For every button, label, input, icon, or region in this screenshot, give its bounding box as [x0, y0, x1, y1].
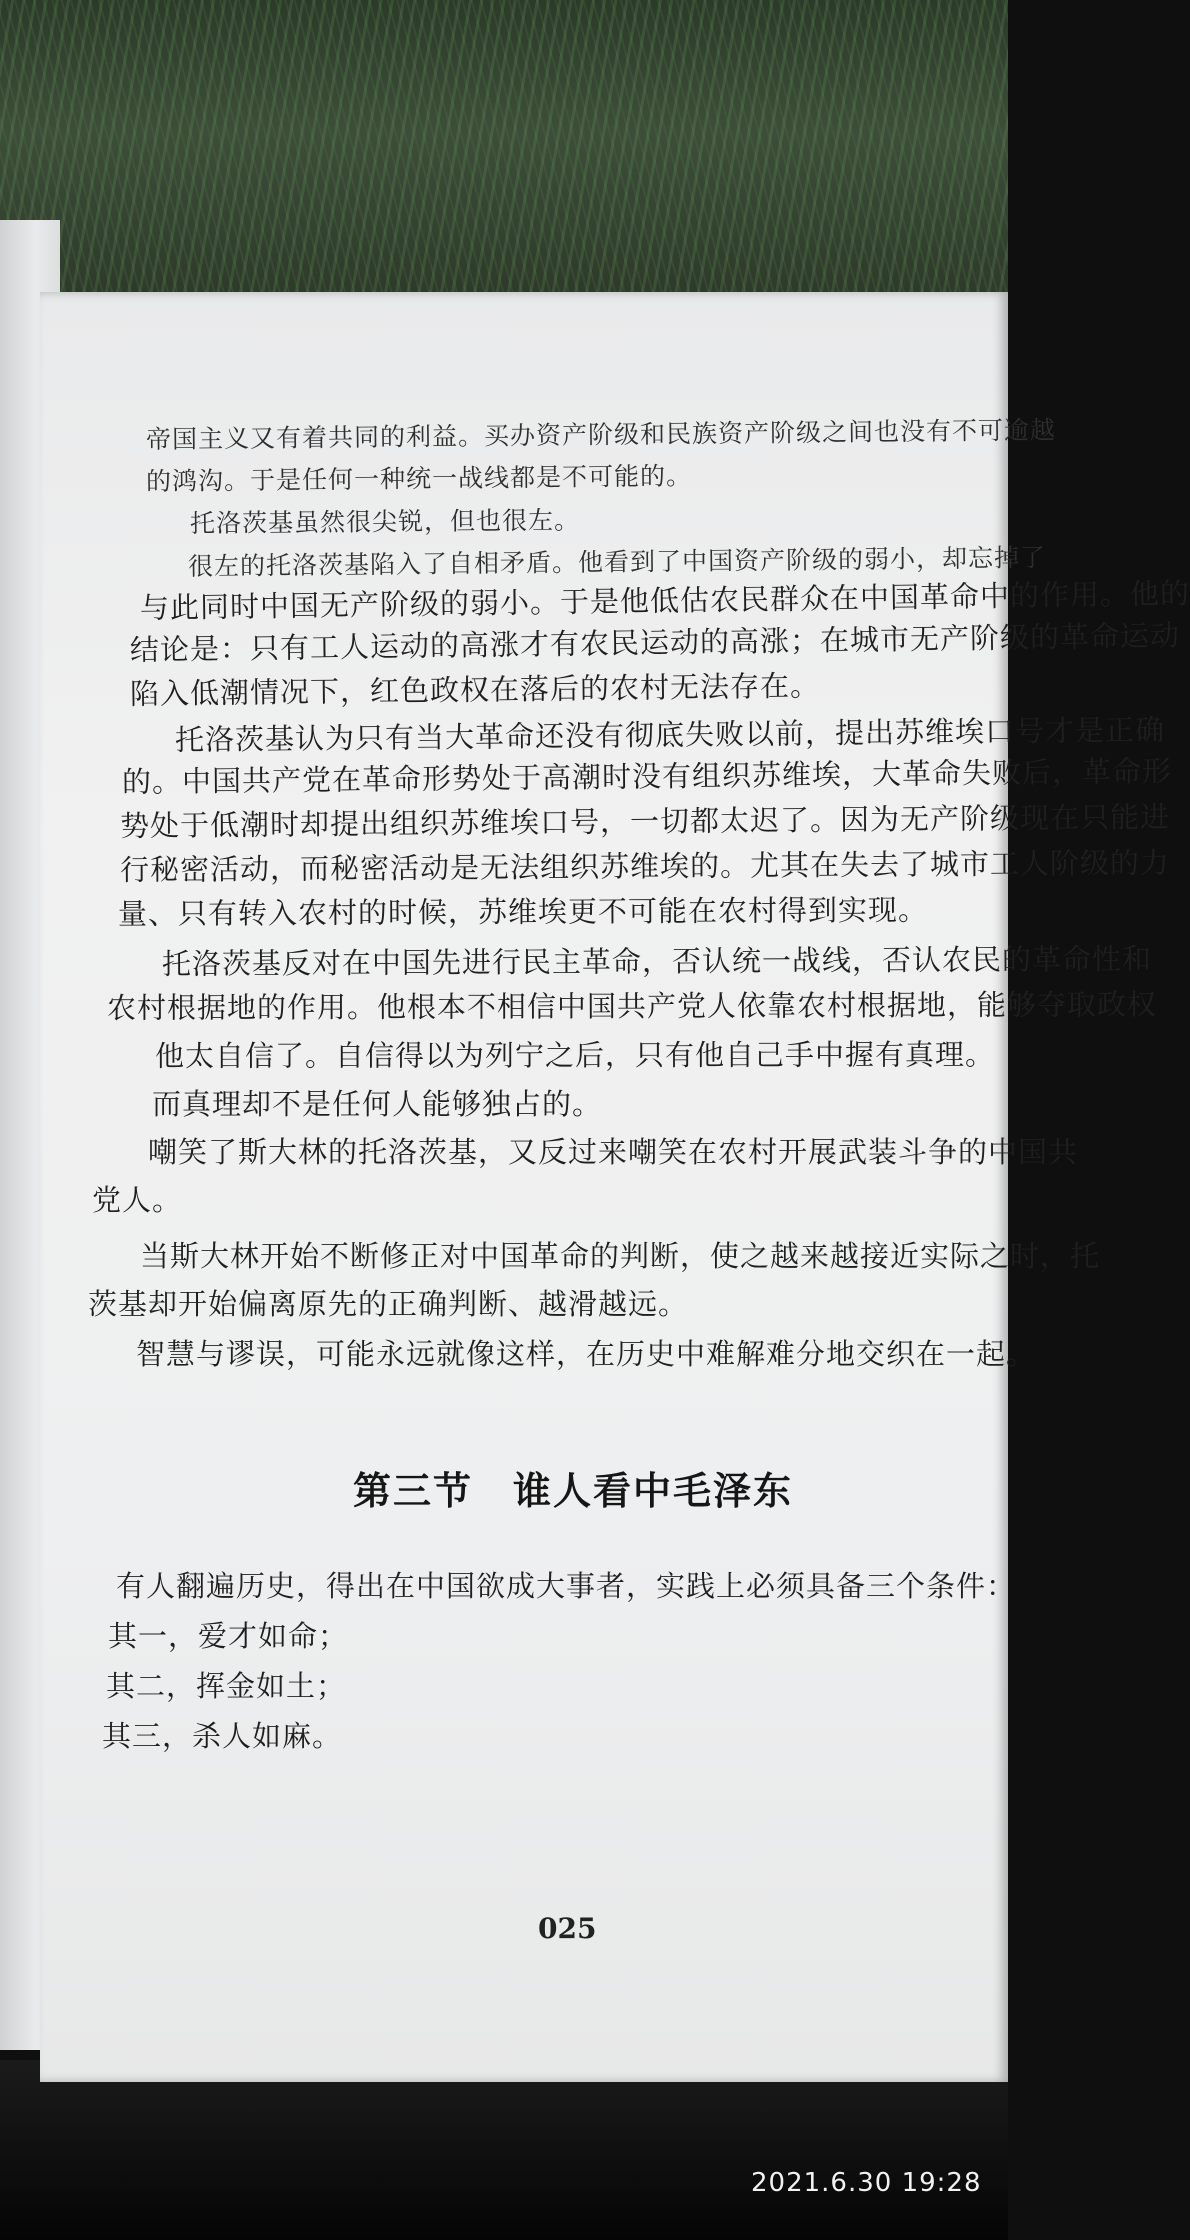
text-line: 智慧与谬误，可能永远就像这样，在历史中难解难分地交织在一起。 — [136, 1337, 1037, 1371]
text-line: 而真理却不是任何人能够独占的。 — [152, 1087, 603, 1121]
text-line: 行秘密活动，而秘密活动是无法组织苏维埃的。尤其在失去了城市工人阶级的力 — [119, 845, 1171, 887]
text-line: 其二，挥金如土； — [106, 1669, 347, 1703]
text-line: 与此同时中国无产阶级的弱小。于是他低估农民群众在中国革命中的作用。他的 — [139, 576, 1190, 625]
text-line: 党人。 — [92, 1183, 183, 1217]
text-line: 嘲笑了斯大林的托洛茨基，又反过来嘲笑在农村开展武装斗争的中国共 — [148, 1135, 1079, 1169]
text-line: 农村根据地的作用。他根本不相信中国共产党人依靠农村根据地，能够夺取政权 — [106, 987, 1158, 1025]
text-line: 势处于低潮时却提出组织苏维埃口号，一切都太迟了。因为无产阶级现在只能进 — [119, 799, 1171, 843]
text-line: 有人翻遍历史，得出在中国欲成大事者，实践上必须具备三个条件： — [116, 1569, 1017, 1603]
text-line: 很左的托洛茨基陷入了自相矛盾。他看到了中国资产阶级的弱小，却忘掉了 — [187, 543, 1047, 581]
photo-timestamp: 2021.6.30 19:28 — [751, 2168, 982, 2198]
text-line: 陷入低潮情况下，红色政权在落后的农村无法存在。 — [129, 668, 821, 711]
text-line: 量、只有转入农村的时候，苏维埃更不可能在农村得到实现。 — [117, 892, 929, 931]
text-line: 帝国主义又有着共同的利益。买办资产阶级和民族资产阶级之间也没有不可逾越 — [145, 415, 1057, 454]
book-page — [40, 292, 1190, 2082]
section-heading: 第三节 谁人看中毛泽东 — [353, 1469, 794, 1513]
text-line: 其三，杀人如麻。 — [102, 1719, 343, 1753]
text-line: 的鸿沟。于是任何一种统一战线都是不可能的。 — [145, 461, 693, 496]
text-line: 的。中国共产党在革命形势处于高潮时没有组织苏维埃，大革命失败后，革命形 — [121, 754, 1173, 799]
grass-background — [0, 0, 1008, 330]
dark-surface — [0, 2060, 1008, 2240]
text-line: 结论是：只有工人运动的高涨才有农民运动的高涨；在城市无产阶级的革命运动 — [129, 618, 1181, 667]
text-line: 当斯大林开始不断修正对中国革命的判断，使之越来越接近实际之时，托 — [140, 1239, 1101, 1273]
text-line: 托洛茨基认为只有当大革命还没有彻底失败以前，提出苏维埃口号才是正确 — [174, 712, 1166, 757]
text-line: 托洛茨基虽然很尖锐，但也很左。 — [189, 505, 581, 538]
text-line: 茨基却开始偏离原先的正确判断、越滑越远。 — [88, 1287, 689, 1321]
text-line: 其一，爱才如命； — [108, 1619, 349, 1653]
text-line: 他太自信了。自信得以为列宁之后，只有他自己手中握有真理。 — [154, 1037, 996, 1073]
text-line: 托洛茨基反对在中国先进行民主革命，否认统一战线，否认农民的革命性和 — [161, 941, 1153, 981]
page-number: 025 — [538, 1912, 597, 1945]
